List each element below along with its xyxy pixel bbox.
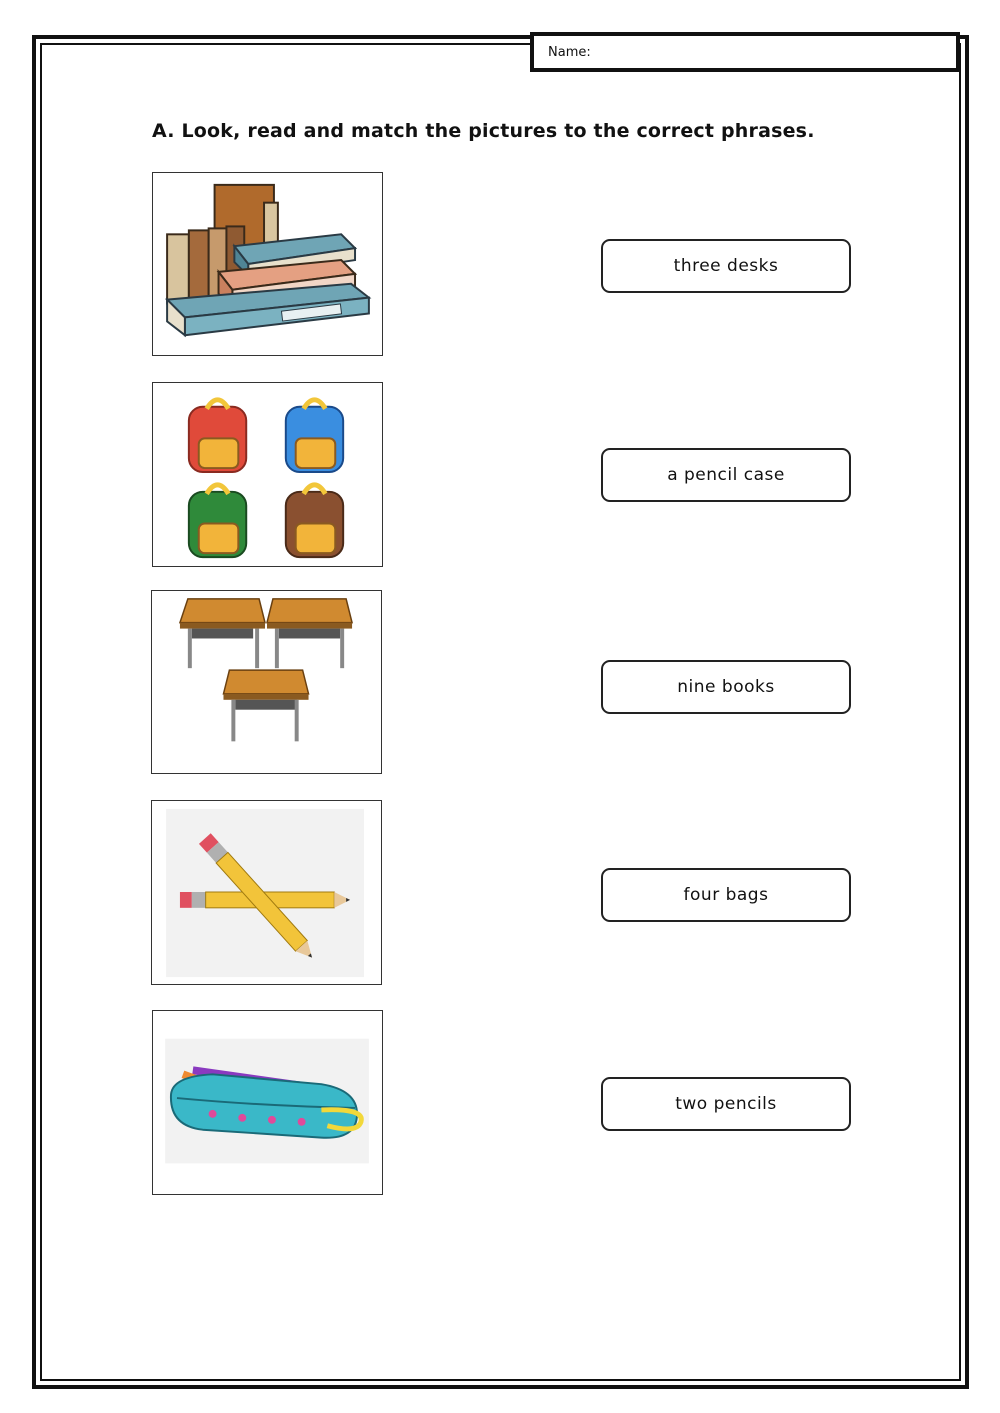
phrase-text: two pencils [675,1094,777,1114]
pencil-case-icon [153,1011,382,1194]
name-label: Name: [548,44,591,60]
phrase-text: three desks [673,256,779,276]
phrase-box[interactable] [601,868,851,922]
bags-icon [153,383,382,566]
phrase-box[interactable] [601,448,851,502]
phrase-box[interactable] [601,1077,851,1131]
pencils-icon [152,801,381,984]
instruction-heading: A. Look, read and match the pictures to the correct phrases. [152,120,815,142]
phrase-text: a pencil case [667,465,785,485]
picture-pencils[interactable] [151,800,382,985]
picture-bags[interactable] [152,382,383,567]
picture-books[interactable] [152,172,383,356]
books-icon [153,173,382,355]
phrase-box[interactable] [601,239,851,293]
phrase-text: nine books [677,677,775,697]
picture-desks[interactable] [151,590,382,774]
phrase-text: four bags [683,885,769,905]
phrase-box[interactable] [601,660,851,714]
desks-icon [152,591,381,773]
name-field[interactable] [530,32,960,72]
picture-pencil-case[interactable] [152,1010,383,1195]
